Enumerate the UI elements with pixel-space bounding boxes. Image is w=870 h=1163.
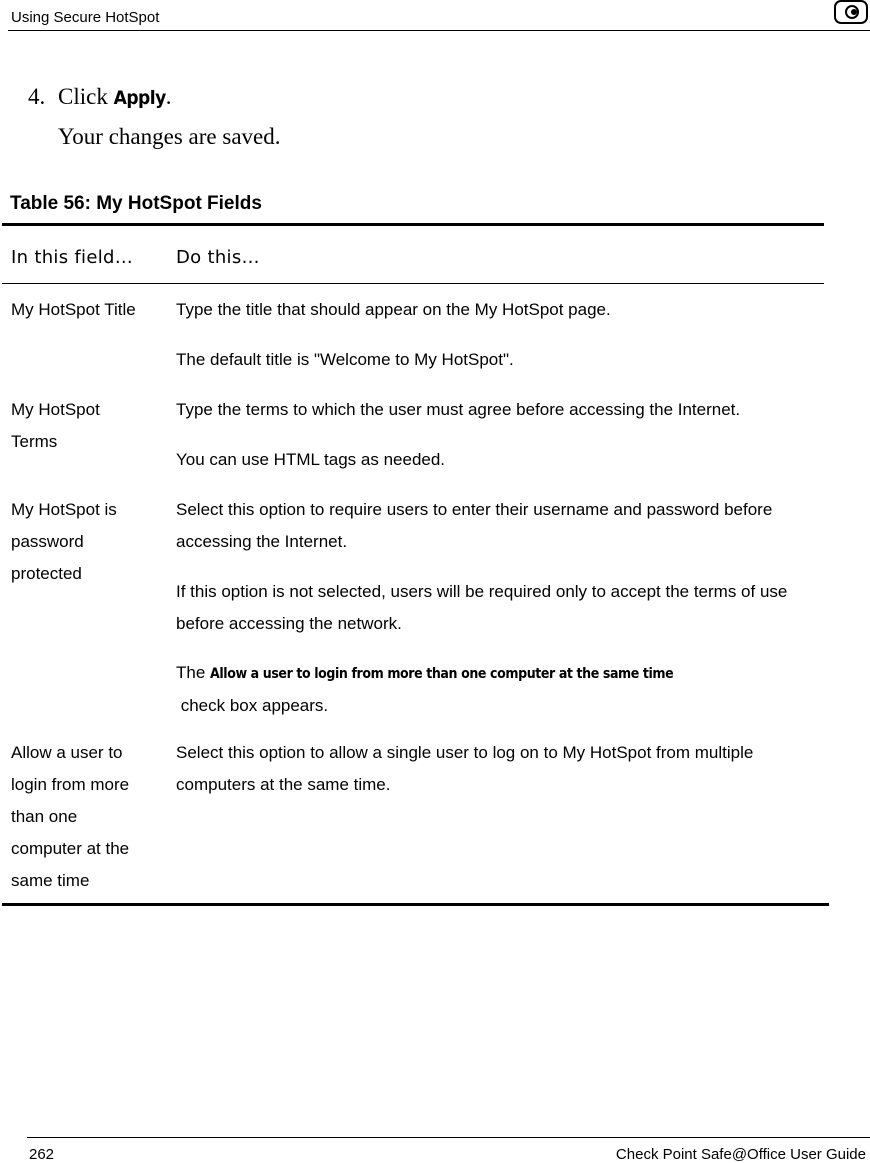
page-header [8, 0, 870, 31]
row-3-desc-3-prefix: The [176, 663, 211, 682]
page-number: 262 [29, 1146, 55, 1163]
guide-title: Check Point Safe@Office User Guide [615, 1146, 866, 1163]
row-1-field: My HotSpot Title [11, 300, 136, 319]
row-4-desc-1: Select this option to allow a single user to log on to My HotSpot from multiple computers at the same time. [176, 743, 754, 794]
step-4 [28, 84, 172, 110]
row-3-desc-3 [176, 657, 821, 722]
column-header-field: In this field… [11, 247, 134, 268]
column-header-action: Do this… [176, 247, 260, 268]
row-3-desc-1: Select this option to require users to enter their username and password before accessing the Internet. [176, 500, 773, 551]
row-2-desc-2: You can use HTML tags as needed. [176, 450, 446, 469]
table-bottom-rule [2, 903, 829, 906]
table-caption: Table 56: My HotSpot Fields [10, 193, 262, 214]
allow-multi-login-term: Allow a user to login from more than one computer at the same time [210, 666, 674, 682]
row-3-desc-3-suffix: check box appears. [176, 696, 329, 715]
row-3-field: My HotSpot is password protected [11, 500, 117, 583]
step-suffix: . [165, 84, 172, 109]
table-header-rule [2, 283, 824, 284]
row-1-desc-1: Type the title that should appear on the My HotSpot page. [176, 300, 611, 319]
row-3-desc-2: If this option is not selected, users will be required only to accept the terms of use before accessing the network. [176, 582, 788, 633]
table-top-rule [2, 223, 824, 226]
step-prefix: Click [58, 84, 114, 109]
header-title: Using Secure HotSpot [11, 9, 160, 26]
row-2-field: My HotSpot Terms [11, 400, 100, 451]
logo-icon [834, 0, 868, 24]
logo-icon-dot [851, 9, 857, 15]
footer-rule [27, 1137, 870, 1138]
row-1-desc-2: The default title is "Welcome to My HotSpot". [176, 350, 514, 369]
step-result: Your changes are saved. [58, 124, 281, 149]
step-number: 4. [28, 84, 46, 109]
row-4-field: Allow a user to login from more than one computer at the same time [11, 743, 130, 890]
apply-term: Apply [113, 87, 166, 109]
row-2-desc-1: Type the terms to which the user must agree before accessing the Internet. [176, 400, 741, 419]
